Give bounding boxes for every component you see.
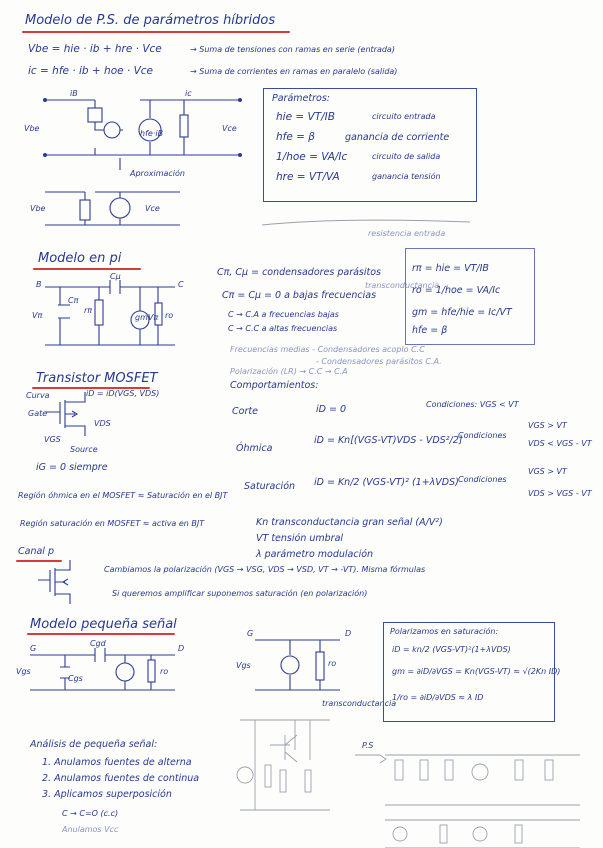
mosfet-vt: VT tensión umbral: [256, 533, 344, 544]
eq-ic-note: → Suma de corrientes en ramas en paralelo (salida): [190, 67, 398, 76]
label-vce2: Vce: [145, 204, 160, 213]
parameters-box: [263, 88, 477, 202]
canal-p-text2: Si queremos amplificar suponemos saturación (en polarización): [112, 589, 368, 598]
mosfet-id-func: iD = iD(VGS, VDS): [86, 389, 160, 398]
label-vbe: Vbe: [24, 124, 40, 133]
ss-pol-sat: Polarizamos en saturación:: [390, 627, 499, 636]
title-pi-underline: [33, 268, 141, 270]
ss2-label-ro: ro: [328, 659, 337, 668]
ohmic-cond-2: VDS < VGS - VT: [528, 439, 592, 448]
pi-param-2: ro = 1/hoe = VA/Ic: [412, 285, 501, 296]
title-ss-underline: [27, 633, 175, 635]
pi-label-cmu: Cμ: [110, 272, 121, 281]
ohmic-cond-1: VGS > VT: [528, 421, 567, 430]
title-small-signal: Modelo pequeña señal: [30, 617, 177, 632]
param-2-eq: hfe = β: [276, 131, 315, 143]
param-4-eq: hre = VT/VA: [276, 171, 340, 183]
param-3-desc: circuito de salida: [372, 152, 441, 161]
pi-co-low: C → C.A a frecuencias bajas: [228, 310, 339, 319]
mosfet-curva: Curva: [26, 391, 50, 400]
ss-eq-id: iD = kn/2 (VGS-VT)²(1+λVDS): [392, 645, 511, 654]
pi-param-3: gm = hfe/hie = Ic/VT: [412, 307, 512, 318]
pi-label-b: B: [36, 280, 42, 289]
mosfet-source: Source: [70, 445, 98, 454]
mosfet-lambda: λ parámetro modulación: [256, 549, 374, 560]
label-vce: Vce: [222, 124, 237, 133]
pi-transcond: transconductancia: [365, 281, 440, 290]
pi-label-gm: gmVπ: [135, 313, 159, 322]
mosfet-ig-zero: iG = 0 siempre: [36, 462, 108, 473]
label-vbe2: Vbe: [30, 204, 46, 213]
pi-param-4: hfe = β: [412, 325, 448, 336]
region-sat-name: Saturación: [244, 481, 296, 492]
pi-label-rpi: rπ: [84, 306, 93, 315]
analisis-step-1: 1. Anulamos fuentes de alterna: [42, 757, 192, 768]
mosfet-gate: Gate: [28, 409, 48, 418]
ss-label-g: G: [30, 644, 37, 653]
ss2-label-g: G: [247, 629, 254, 638]
pi-res-entrada: resistencia entrada: [368, 229, 446, 238]
analisis-step-2: 2. Anulamos fuentes de continua: [42, 773, 200, 784]
region-corte-name: Corte: [232, 406, 258, 417]
param-3-eq: 1/hoe = VA/Ic: [276, 151, 348, 163]
label-hfe-ib: hfe·iB: [140, 129, 164, 138]
region-ohmica-eq: iD = Kn[(VGS-VT)VDS - VDS²/2]: [314, 435, 463, 446]
approx-label: Aproximación: [130, 169, 185, 178]
ss-label-cgd: Cgd: [90, 639, 106, 648]
pmos-symbol: [38, 560, 70, 604]
pi-caps-low: Cπ = Cμ = 0 a bajas frecuencias: [222, 290, 377, 301]
region-corte-cond: Condiciones: VGS < VT: [426, 400, 519, 409]
amp-sketch: [237, 720, 330, 810]
eq-vbe-note: → Suma de tensiones con ramas en serie (entrada): [190, 45, 395, 54]
title-hybrid: Modelo de P.S. de parámetros híbridos: [25, 13, 276, 28]
pi-label-ro: ro: [165, 311, 174, 320]
params-title: Parámetros:: [272, 93, 330, 104]
region-ohmica-name: Óhmica: [236, 443, 273, 454]
mosfet-kn: Kn transconductancia gran señal (A/V²): [256, 517, 443, 528]
region-ohmica-cond: Condiciones: [458, 431, 507, 440]
title-mosfet: Transistor MOSFET: [36, 371, 158, 386]
note-ohmica: Región óhmica en el MOSFET ≈ Saturación en el BJT: [18, 491, 228, 500]
param-2-desc: ganancia de corriente: [345, 132, 450, 143]
analisis-title: Análisis de pequeña señal:: [30, 739, 158, 750]
region-corte-eq: iD = 0: [316, 404, 346, 415]
title-pi: Modelo en pi: [38, 251, 122, 266]
param-1-desc: circuito entrada: [372, 112, 436, 121]
ss2-label-vgs: Vgs: [236, 661, 251, 670]
region-sat-eq: iD = Kn/2 (VGS-VT)² (1+λVDS): [314, 477, 459, 488]
ss-label-cgs: Cgs: [68, 674, 83, 683]
mosfet-comportamientos: Comportamientos:: [230, 380, 319, 391]
pi-mid-freq2: - Condensadores parásitos C.A.: [316, 357, 442, 366]
hybrid-circuit: [43, 98, 242, 157]
pi-mid-freq: Frecuencias medias - Condensadores acoplo C.C: [230, 345, 425, 354]
label-ic: ic: [185, 89, 192, 98]
ss2-label-d: D: [345, 629, 352, 638]
ss-label-ro: ro: [160, 667, 169, 676]
ss-label-d: D: [178, 644, 185, 653]
ps-label: P.S: [362, 741, 374, 750]
ss-eq-gm: gm = ∂iD/∂VGS = Kn(VGS-VT) ≈ √(2Kn ID): [392, 667, 561, 676]
ps-sketch: [355, 755, 580, 848]
note-saturacion: Región saturación en MOSFET ≈ activa en BJT: [20, 519, 205, 528]
ss-label-vgs: Vgs: [16, 667, 31, 676]
param-4-desc: ganancia tensión: [372, 172, 441, 181]
analisis-c-note: C → C=O (c.c): [62, 809, 119, 818]
analisis-step-3: 3. Aplicamos superposición: [42, 789, 172, 800]
canal-p-underline: [16, 560, 62, 562]
pi-polarizacion: Polarización (LR) → C.C → C.A: [230, 367, 348, 376]
pi-label-vpi: Vπ: [32, 311, 43, 320]
ss-transcond: transconductancia: [322, 699, 397, 708]
sat-cond-2: VDS > VGS - VT: [528, 489, 592, 498]
mosfet-vgs: VGS: [44, 435, 61, 444]
pi-caps-def: Cπ, Cμ = condensadores parásitos: [217, 267, 382, 278]
label-ib: iB: [70, 89, 78, 98]
pi-label-c: C: [178, 280, 184, 289]
mosfet-vds: VDS: [94, 419, 111, 428]
canal-p-text: Cambiamos la polarización (VGS → VSG, VDS → VSD, VT → -VT). Misma fórmulas: [104, 565, 426, 574]
pi-param-1: rπ = hie = VT/IB: [412, 263, 489, 274]
canal-p-title: Canal p: [18, 546, 54, 557]
eq-vbe: Vbe = hie · ib + hre · Vce: [28, 43, 162, 55]
pi-co-high: C → C.C a altas frecuencias: [228, 324, 338, 333]
mosfet-symbol: [45, 392, 85, 436]
analisis-anulamos: Anulamos Vcc: [62, 825, 119, 834]
region-sat-cond: Condiciones: [458, 475, 507, 484]
pi-label-cpi: Cπ: [68, 296, 79, 305]
eq-ic: ic = hfe · ib + hoe · Vce: [28, 65, 154, 77]
sat-cond-1: VGS > VT: [528, 467, 567, 476]
ss-eq-ro: 1/ro = ∂iD/∂VDS ≈ λ ID: [392, 693, 484, 702]
param-1-eq: hie = VT/IB: [276, 111, 335, 123]
